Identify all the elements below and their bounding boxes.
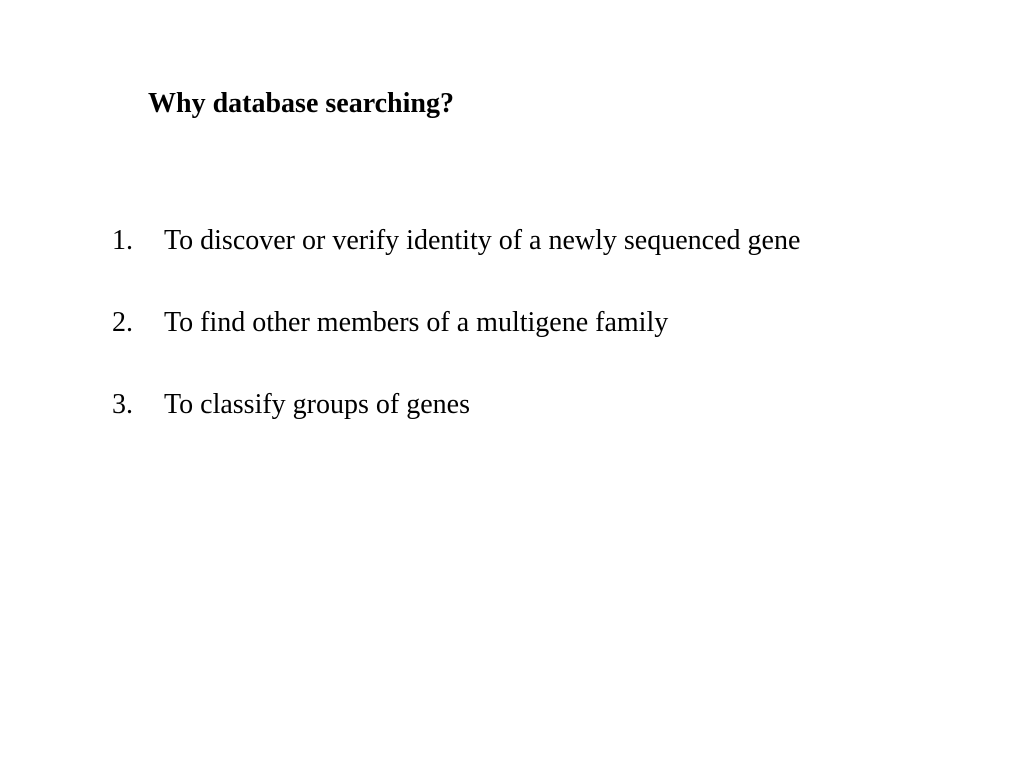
list-item-number: 3. — [112, 389, 133, 420]
list-item-text: To find other members of a multigene family — [164, 307, 669, 338]
list-item — [112, 305, 668, 341]
list-item — [112, 387, 470, 423]
list-item — [112, 223, 800, 259]
list-item-number: 2. — [112, 307, 133, 338]
list-item-text: To discover or verify identity of a newly sequenced gene — [164, 225, 801, 256]
slide-title: Why database searching? — [148, 88, 454, 119]
list-item-text: To classify groups of genes — [164, 389, 470, 420]
list-item-number: 1. — [112, 225, 133, 256]
